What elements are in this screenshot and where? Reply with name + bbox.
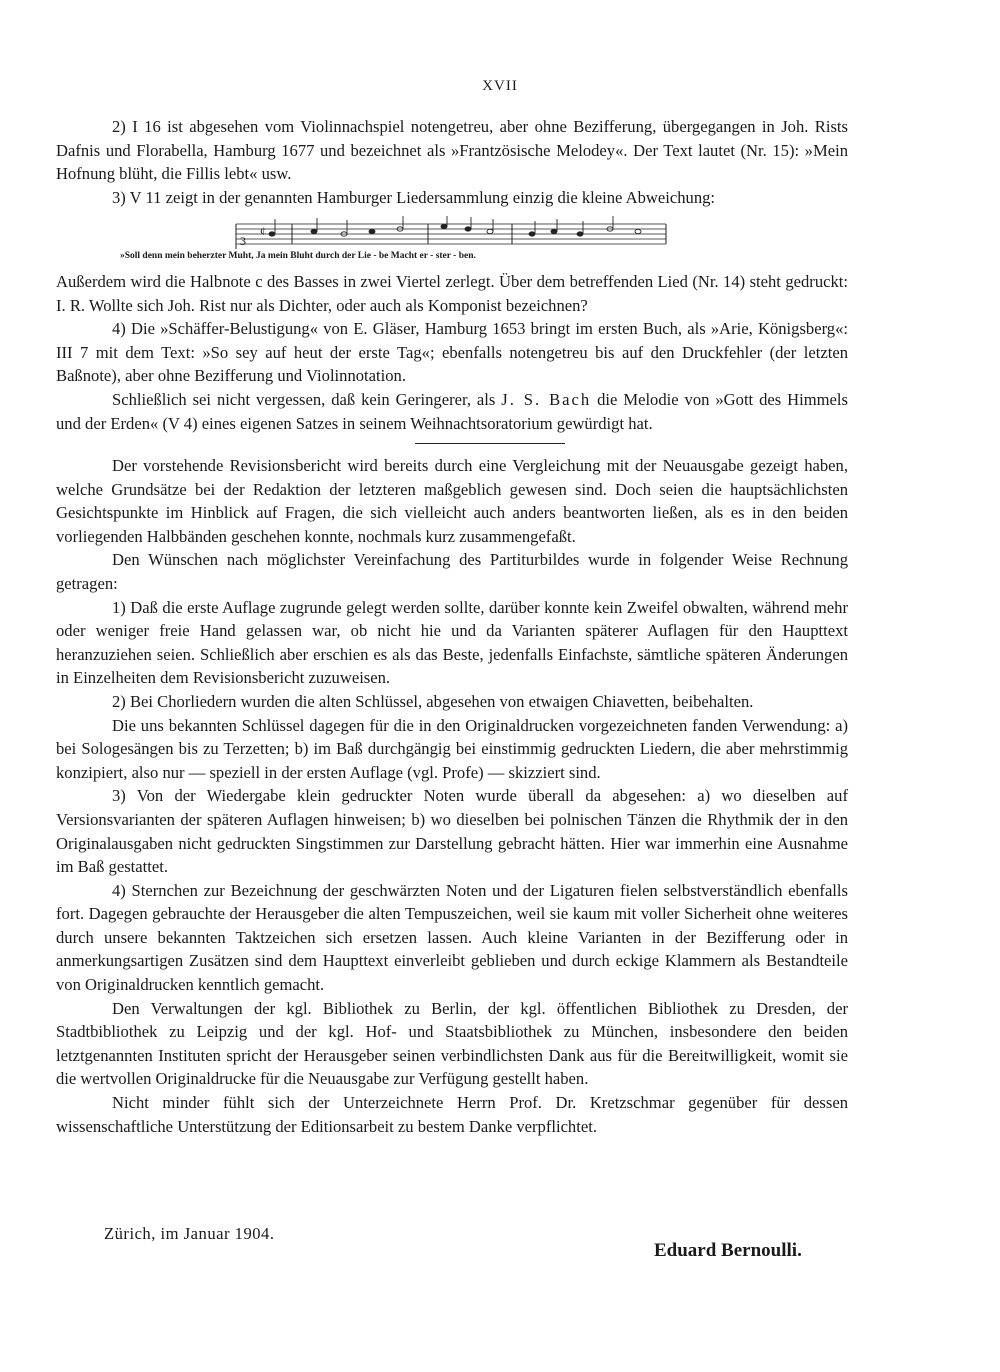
- svg-text:¢: ¢: [260, 224, 266, 238]
- paragraph-wishes: Den Wünschen nach möglichster Vereinfachung des Partiturbildes wurde in folgender Weise Rechnung getragen:: [56, 550, 848, 593]
- paragraph-halbnote: Außerdem wird die Halbnote c des Basses in zwei Viertel zerlegt. Über dem betreffenden Lied (Nr. 14) steht gedruckt: I. R. Wollte sich Joh. Rist nur als Dichter, oder auch als Komponist bezeichnen?: [56, 272, 848, 315]
- note-3: 3) V 11 zeigt in der genannten Hamburger Liedersammlung einzig die kleine Abweichung:: [112, 187, 716, 207]
- paragraph-thanks-libraries: Den Verwaltungen der kgl. Bibliothek zu Berlin, der kgl. öffentlichen Bibliothek zu Dresden, der Stadtbibliothek zu Leipzig und der kgl. Hof- und Staatsbibliothek zu München, insbesondere den beiden letztgenannten Instituten spricht der Herausgeber seinen verbindlichsten Dank aus für die Bereitwilligkeit, womit sie die wertvollen Originaldrucke für die Neuausgabe zur Verfügung gestellt haben.: [56, 998, 848, 1089]
- section-divider: [415, 443, 565, 444]
- point-2: 2) Bei Chorliedern wurden die alten Schlüssel, abgesehen von etwaigen Chiavetten, beibehalten.: [112, 691, 754, 711]
- bach-text-after: die Melodie von »Gott des Himmels und der Erden« (V 4) eines eigenen Satzes in seinem Weihnachtsoratorium gewürdigt hat.: [56, 389, 848, 433]
- barlines: [236, 224, 666, 249]
- staff-lines: [236, 224, 666, 244]
- paragraph-bach: [56, 388, 848, 435]
- point-1: 1) Daß die erste Auflage zugrunde gelegt werden sollte, darüber konnte kein Zweifel obwalten, während mehr oder weniger freie Hand gelassen war, ob nicht hie und da Varianten späterer Auflagen für den Haupttext heranzuziehen seien. Schließlich aber erschien es als das Beste, jedenfalls Einfachste, sämtliche späteren Änderungen in Einzelheiten dem Revisionsbericht zuzuweisen.: [56, 597, 848, 688]
- dateline: Zürich, im Januar 1904.: [104, 1224, 275, 1243]
- signature: Eduard Bernoulli.: [654, 1240, 802, 1261]
- page-number: XVII: [482, 78, 518, 94]
- section-editorial: [56, 454, 848, 1138]
- notes: [269, 216, 641, 236]
- point-3: 3) Von der Wiedergabe klein gedruckter Noten wurde überall da abgesehen: a) wo dieselben auf Versionsvarianten der späteren Auflagen hinweisen; b) wo dieselben bei polnischen Tänzen die Rhythmik der in den Originalausgaben nicht gedruckten Singstimmen zur Darstellung gebracht hätten. Hier war immerhin eine Ausnahme im Baß gestattet.: [56, 786, 848, 877]
- paragraph-thanks-kretzschmar: Nicht minder fühlt sich der Unterzeichnete Herrn Prof. Dr. Kretzschmar gegenüber für dessen wissenschaftliche Unterstützung der Editionsarbeit zu bestem Danke verpflichtet.: [56, 1093, 848, 1136]
- section-notes-middle: [56, 270, 848, 435]
- svg-text:3: 3: [240, 234, 246, 248]
- bach-text-before: Schließlich sei nicht vergessen, daß kein Geringerer, als: [112, 389, 502, 409]
- bach-name: J. S. Bach: [501, 389, 592, 409]
- paragraph-revision: Der vorstehende Revisionsbericht wird bereits durch eine Vergleichung mit der Neuausgabe gezeigt haben, welche Grundsätze bei der Redaktion der letzteren maßgeblich gewesen sind. Doch seien die hauptsächlichsten Gesichtspunkte im Hinblick auf Fragen, die sich vielleicht auch anders beantworten ließen, als es in den beiden vorliegenden Halbbänden geschehen konnte, nochmals kurz zusammengefaßt.: [56, 456, 848, 546]
- note-2: 2) I 16 ist abgesehen vom Violinnachspiel notengetreu, aber ohne Bezifferung, übergegangen in Joh. Rists Dafnis und Florabella, Hamburg 1677 und bezeichnet als »Frantzösische Melodey«. Der Text lautet (Nr. 15): »Mein Hofnung blüht, die Fillis lebt« usw.: [56, 117, 848, 184]
- section-notes-top: [56, 115, 848, 209]
- paragraph-clefs: Die uns bekannten Schlüssel dagegen für die in den Originaldrucken vorgezeichneten fanden Verwendung: a) bei Sologesängen bis zu Terzetten; b) im Baß durchgängig bei einstimmig gedruckten Liedern, die aber mehrstimmig konzipiert, also nur — speziell in der ersten Auflage (vgl. Profe) — skizziert sind.: [56, 715, 848, 782]
- music-lyric: »Soll denn mein beherzter Muht, Ja mein Bluht durch der Lie - be Macht er - ster - ben.: [120, 251, 476, 261]
- point-4: 4) Sternchen zur Bezeichnung der geschwärzten Noten und der Ligaturen fielen selbstverständlich ebenfalls fort. Dagegen gebrauchte der Herausgeber die alten Tempuszeichen, weil sie kaum mit voller Sicherheit ohne weiteres durch unsere bekannten Taktzeichen sich ersetzen lassen. Auch kleine Varianten in der Bezifferung oder in anmerkungsartigen Zusätzen sind dem Haupttext einverleibt geblieben und durch eckige Klammern als Bestandteile von Originaldrucken kenntlich gemacht.: [56, 880, 848, 995]
- note-4: 4) Die »Schäffer-Belustigung« von E. Gläser, Hamburg 1653 bringt im ersten Buch, als »Arie, Königsberg«: III 7 mit dem Text: »So sey auf heut der erste Tag«; ebenfalls notengetreu bis auf den Druckfehler (der letzten Baßnote), aber ohne Bezifferung und Violinnotation.: [56, 319, 848, 386]
